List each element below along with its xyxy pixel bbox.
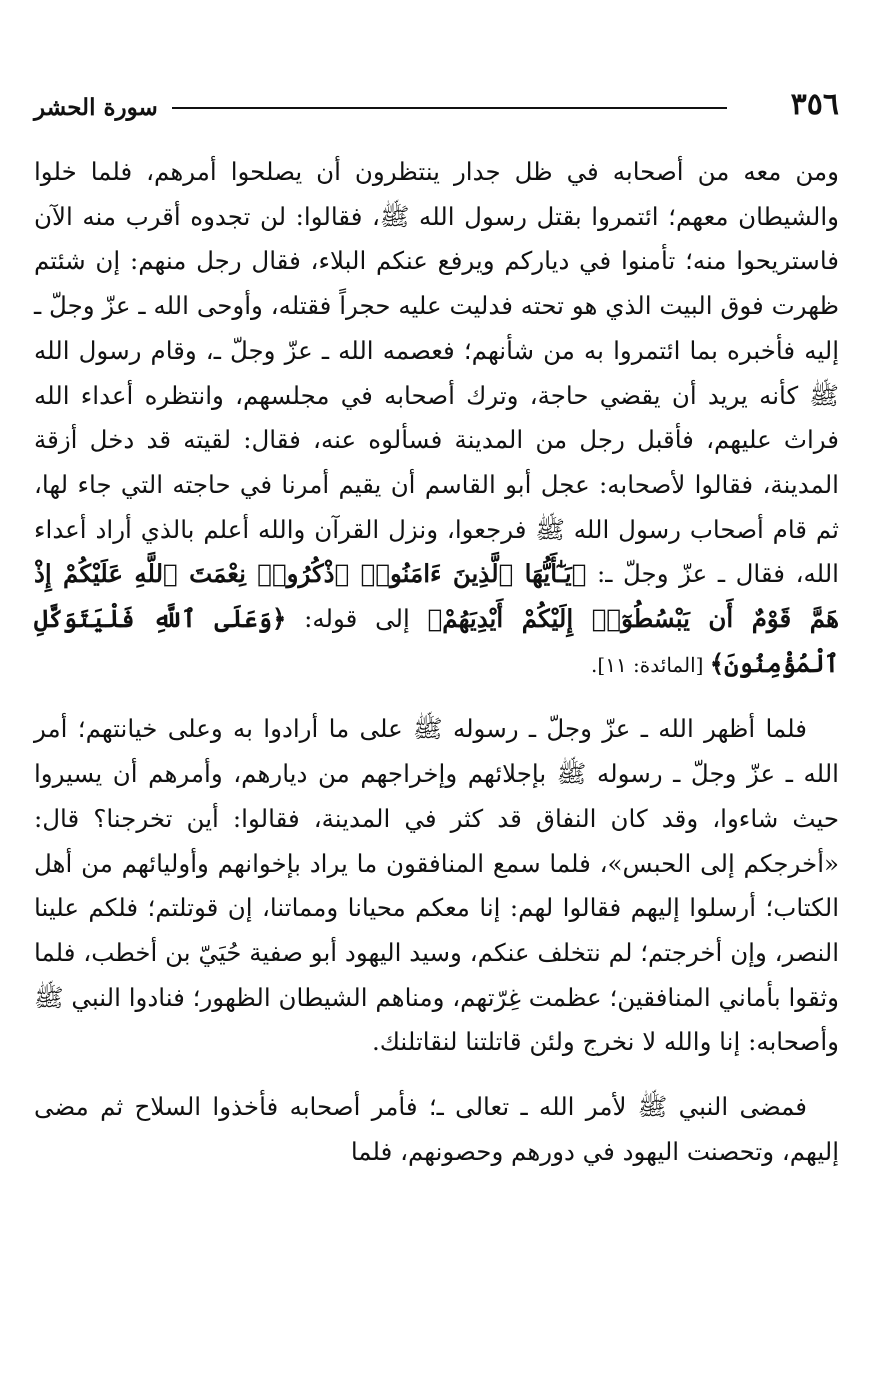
page-body (34, 150, 839, 1174)
verse-reference: [المائدة: ١١]. (591, 652, 710, 677)
paragraph-1-text: ومن معه من أصحابه في ظل جدار ينتظرون أن يصلحوا أمرهم، فلما خلوا والشيطان معهم؛ ائتمروا بقتل رسول الله ﷺ، فقالوا: لن تجدوه أقرب منه الآن فاستريحوا منه؛ تأمنوا في دياركم ويرفع عنكم البلاء، فقال رجل منهم: إن شئتم ظهرت فوق البيت الذي هو تحته فدليت عليه حجراً فقتله، وأوحى الله ـ عزّ وجلّ ـ إليه فأخبره بما ائتمروا به من شأنهم؛ فعصمه الله ـ عزّ وجلّ ـ، وقام رسول الله ﷺ كأنه يريد أن يقضي حاجة، وترك أصحابه في مجلسهم، وانتظره أعداء الله فراث عليهم، فأقبل رجل من المدينة فسألوه عنه، فقال: لقيته قد دخل أزقة المدينة، فقالوا لأصحابه: عجل أبو القاسم أن يقيم أمرنا في حاجته التي جاء لها، ثم قام أصحاب رسول الله ﷺ فرجعوا، ونزل القرآن والله أعلم بالذي أراد أعداء الله، فقال ـ عزّ وجلّ ـ: (34, 157, 839, 589)
paragraph-3 (34, 1085, 839, 1174)
quran-verse-1: ﴿يَـٰٓأَيُّهَا ٱلَّذِينَ ءَامَنُوا۟ ٱذْكُرُوا۟ نِعْمَتَ ٱللَّهِ عَلَيْكُمْ إِذْ هَمَّ قَوْمٌ أَن يَبْسُطُوٓا۟ إِلَيْكُمْ أَيْدِيَهُمْ﴾ (34, 559, 840, 634)
page-number: ٣٥٦ (790, 87, 839, 122)
paragraph-2 (34, 707, 839, 1065)
header-rule (172, 107, 727, 109)
paragraph-1 (34, 150, 839, 687)
page-header (34, 70, 839, 140)
paragraph-3-text: فمضى النبي ﷺ لأمر الله ـ تعالى ـ؛ فأمر أصحابه فأخذوا السلاح ثم مضى إليهم، وتحصنت اليهود في دورهم وحصونهم، فلما (34, 1092, 839, 1166)
paragraph-1-middle: إلى قوله: (286, 604, 428, 634)
quran-verse-2: ﴿وَعَلَى ٱللَّهِ فَلْيَتَوَكَّلِ ٱلْمُؤْمِنُونَ﴾ (34, 604, 839, 678)
surah-title: سورة الحشر (34, 94, 158, 121)
paragraph-2-text: فلما أظهر الله ـ عزّ وجلّ ـ رسوله ﷺ على ما أرادوا به وعلى خيانتهم؛ أمر الله ـ عزّ وجلّ ـ رسوله ﷺ بإجلائهم وإخراجهم من ديارهم، وأمرهم أن يسيروا حيث شاءوا، وقد كان النفاق قد كثر في المدينة، فقالوا: أين تخرجنا؟ قال: «أخرجكم إلى الحبس»، فلما سمع المنافقون ما يراد بإخوانهم وأوليائهم من أهل الكتاب؛ أرسلوا إليهم فقالوا لهم: إنا معكم محيانا ومماتنا، إن قوتلتم؛ فلكم علينا النصر، وإن أخرجتم؛ لم نتخلف عنكم، وسيد اليهود أبو صفية حُيَيّ بن أخطب، فلما وثقوا بأماني المنافقين؛ عظمت غِرّتهم، ومناهم الشيطان الظهور؛ فنادوا النبي ﷺ وأصحابه: إنا والله لا نخرج ولئن قاتلتنا لنقاتلنك. (34, 714, 839, 1057)
